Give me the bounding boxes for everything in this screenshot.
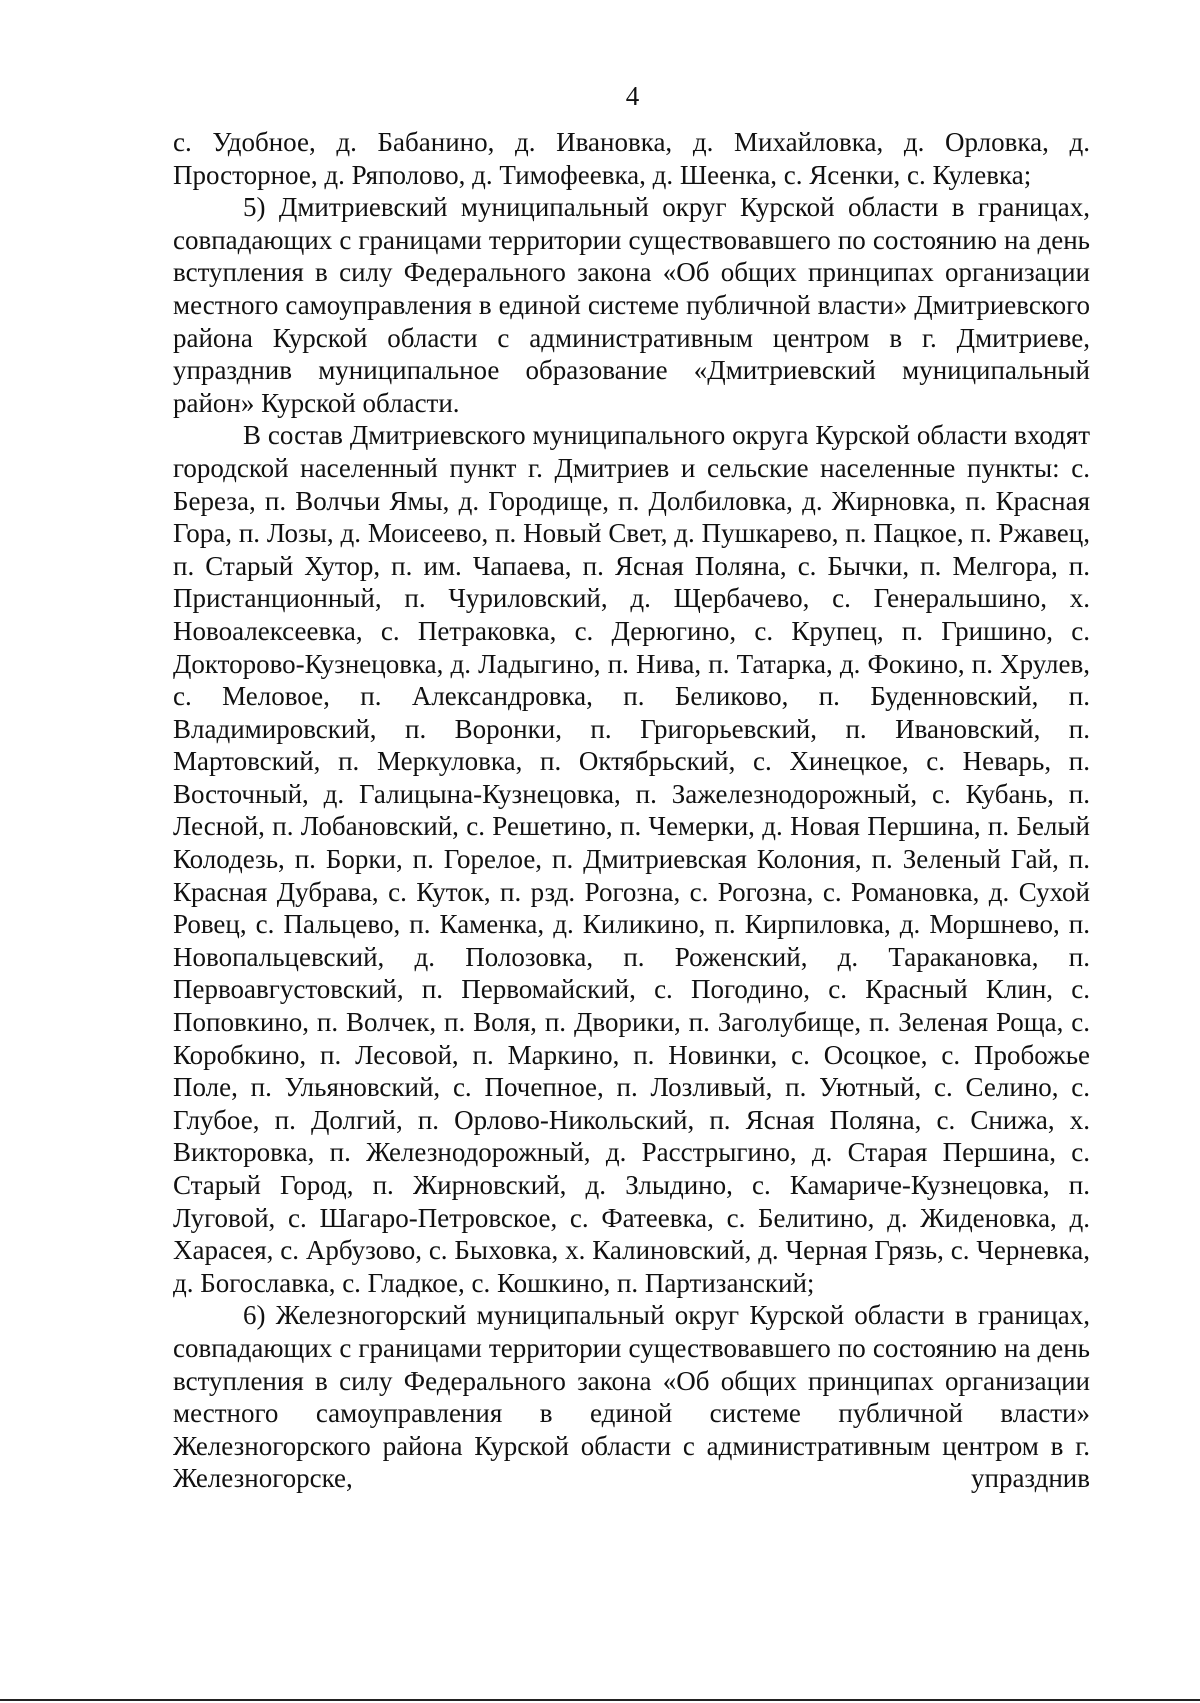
paragraph-item-6-zheleznogorsk-okrug: 6) Железногорский муниципальный округ Курской области в границах, совпадающих с границами территории существовавшего по состоянию на день вступления в силу Федерального закона «Об общих принципах организации местного самоуправления в единой системе публичной власти» Железногорского района Курской области с административным центром в г. Железногорске, упразднив [173,1300,1090,1494]
scan-bottom-edge [0,1699,1200,1701]
paragraph-village-list-continuation: с. Удобное, д. Бабанино, д. Ивановка, д. Михайловка, д. Орловка, д. Просторное, д. Ряполово, д. Тимофеевка, д. Шеенка, с. Ясенки, с. Кулевка; [173,127,1090,190]
page-number: 4 [625,81,640,111]
paragraph-dmitriev-settlements: В состав Дмитриевского муниципального округа Курской области входят городской населенный пункт г. Дмитриев и сельские населенные пункты: с. Береза, п. Волчьи Ямы, д. Городище, п. Долбиловка, д. Жирновка, п. Красная Гора, п. Лозы, д. Моисеево, п. Новый Свет, д. Пушкарево, п. Пацкое, п. Ржавец, п. Старый Хутор, п. им. Чапаева, п. Ясная Поляна, с. Бычки, п. Мелгора, п. Пристанционный, п. Чуриловский, д. Щербачево, с. Генеральшино, х. Новоалексеевка, с. Петраковка, с. Дерюгино, с. Крупец, п. Гришино, с. Докторово-Кузнецовка, д. Ладыгино, п. Нива, п. Татарка, д. Фокино, п. Хрулев, с. Меловое, п. Александровка, п. Беликово, п. Буденновский, п. Владимировский, п. Воронки, п. Григорьевский, п. Ивановский, п. Мартовский, п. Меркуловка, п. Октябрьский, с. Хинецкое, с. Неварь, п. Восточный, д. Галицына-Кузнецовка, п. Зажелезнодорожный, с. Кубань, п. Лесной, п. Лобановский, с. Решетино, п. Чемерки, д. Новая Першина, п. Белый Колодезь, п. Борки, п. Горелое, п. Дмитриевская Колония, п. Зеленый Гай, п. Красная Дубрава, с. Куток, п. рзд. Рогозна, с. Рогозна, с. Романовка, д. Сухой Ровец, с. Пальцево, п. Каменка, д. Киликино, п. Кирпиловка, д. Моршнево, п. Новопальцевский, д. Полозовка, п. Роженский, д. Таракановка, п. Первоавгустовский, п. Первомайский, с. Погодино, с. Красный Клин, с. Поповкино, п. Волчек, п. Воля, п. Дворики, п. Заголубище, п. Зеленая Роща, с. Коробкино, п. Лесовой, п. Маркино, п. Новинки, с. Осоцкое, с. Пробожье Поле, п. Ульяновский, с. Почепное, п. Лозливый, п. Уютный, с. Селино, с. Глубое, п. Долгий, п. Орлово-Никольский, п. Ясная Поляна, с. Снижа, х. Викторовка, п. Железнодорожный, д. Расстрыгино, д. Старая Першина, с. Старый Город, п. Жирновский, д. Злыдино, с. Камариче-Кузнецовка, п. Луговой, с. Шагаро-Петровское, с. Фатеевка, с. Белитино, д. Жиденовка, д. Харасея, с. Арбузово, с. Быховка, х. Калиновский, д. Черная Грязь, с. Черневка, д. Богославка, с. Гладкое, с. Кошкино, п. Партизанский; [173,420,1090,1298]
paragraph-item-5-dmitriev-okrug: 5) Дмитриевский муниципальный округ Курской области в границах, совпадающих с границами территории существовавшего по состоянию на день вступления в силу Федерального закона «Об общих принципах организации местного самоуправления в единой системе публичной власти» Дмитриевского района Курской области с административным центром в г. Дмитриеве, упразднив муниципальное образование «Дмитриевский муниципальный район» Курской области. [173,192,1090,418]
document-body [173,126,1090,1495]
